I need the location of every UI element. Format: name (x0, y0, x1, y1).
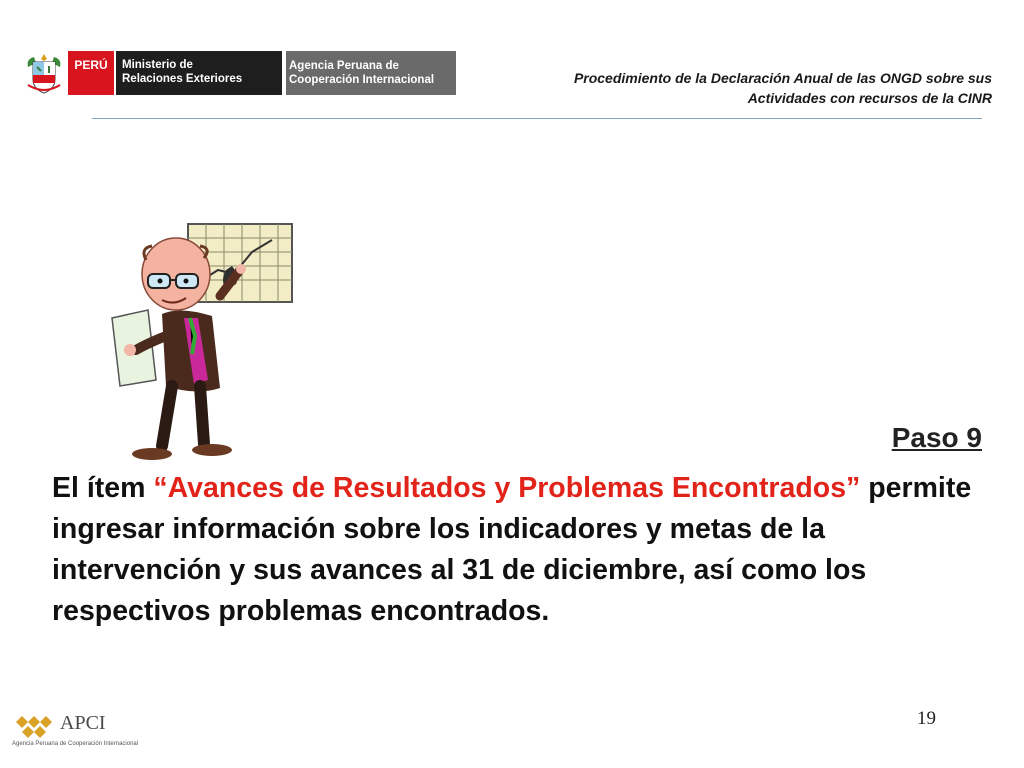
apci-logo-icon (12, 712, 56, 740)
document-title (574, 68, 992, 108)
ministry-line2: Relaciones Exteriores (122, 73, 243, 85)
peru-logo: PERÚ (68, 51, 114, 95)
header-logos (22, 48, 456, 98)
apci-logo-subtitle: Agencia Peruana de Cooperación Internacional (12, 741, 139, 747)
header-divider (92, 118, 982, 119)
document-title-line1: Procedimiento de la Declaración Anual de las ONGD sobre sus (573, 70, 992, 86)
ministry-line1: Ministerio de (122, 59, 193, 71)
body-text-rest: permite ingresar información sobre los indicadores y metas de la intervención y sus avances al 31 de diciembre, así como los respectivos problemas encontrados. (52, 472, 972, 627)
ministry-logo (116, 51, 282, 95)
body-text-intro: El ítem (52, 472, 154, 504)
agency-line1: Agencia Peruana de (289, 60, 399, 72)
document-title-line2: Actividades con recursos de la CINR (747, 90, 992, 106)
page-number: 19 (917, 708, 936, 729)
agency-logo (286, 51, 456, 95)
step-title: Paso 9 (891, 422, 982, 453)
apci-footer-logo (12, 712, 106, 740)
body-text-highlight: “Avances de Resultados y Problemas Encontrados” (153, 472, 861, 504)
apci-logo-name: APCI (60, 712, 106, 734)
agency-line2: Cooperación Internacional (289, 74, 435, 86)
national-shield-icon (22, 49, 66, 97)
presenter-cartoon (100, 218, 300, 468)
slide-body-text (52, 468, 982, 632)
